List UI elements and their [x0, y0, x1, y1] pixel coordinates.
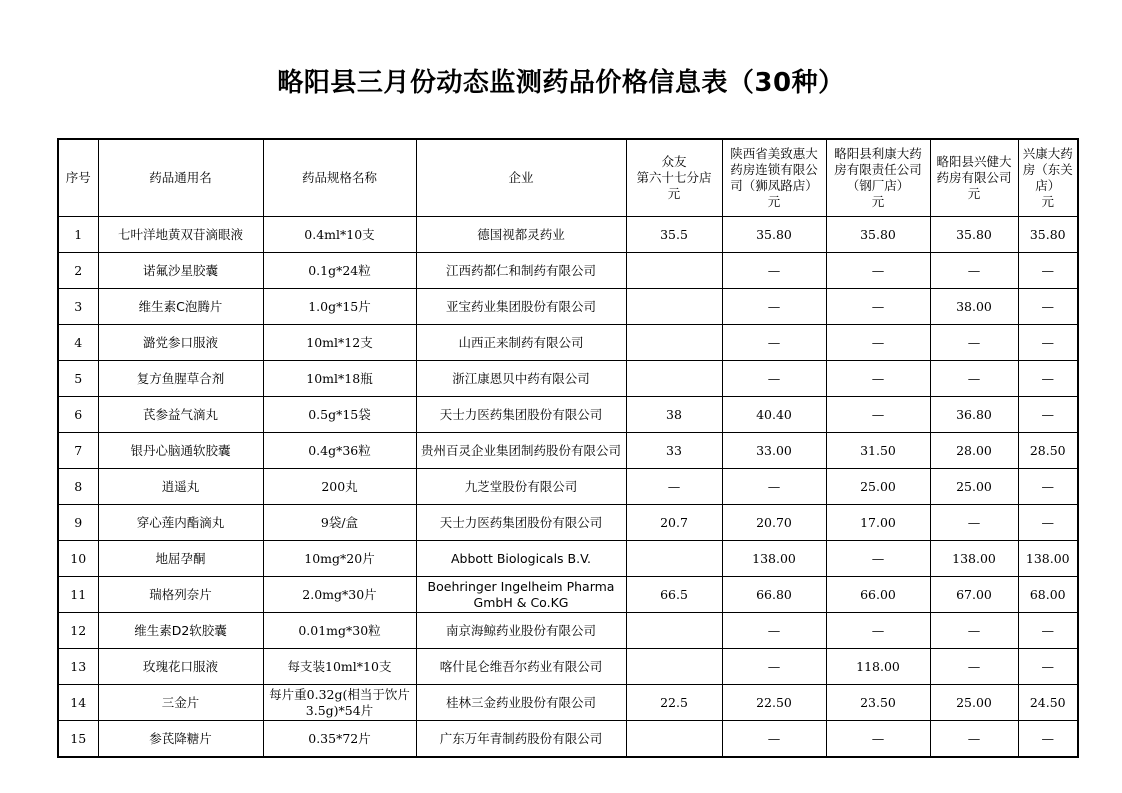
cell-price-xingkang: —	[1018, 397, 1078, 433]
table-row	[58, 685, 1078, 721]
cell-price-zhongyou: 20.7	[626, 505, 722, 541]
cell-index: 1	[58, 217, 98, 253]
cell-index: 12	[58, 613, 98, 649]
cell-price-xingjian: —	[930, 325, 1018, 361]
cell-drug-name: 芪参益气滴丸	[98, 397, 263, 433]
cell-company: 贵州百灵企业集团制药股份有限公司	[416, 433, 626, 469]
cell-index: 9	[58, 505, 98, 541]
cell-spec: 10ml*18瓶	[263, 361, 416, 397]
column-header-text: 众友	[661, 154, 687, 169]
cell-price-likang: 118.00	[826, 649, 930, 685]
column-header-text: 药品通用名	[149, 170, 212, 185]
cell-company: 德国视都灵药业	[416, 217, 626, 253]
column-header-text: 兴康大药房（东关店）	[1022, 146, 1073, 193]
cell-price-xingjian: 25.00	[930, 469, 1018, 505]
cell-company: 九芝堂股份有限公司	[416, 469, 626, 505]
cell-price-xingkang: 35.80	[1018, 217, 1078, 253]
cell-price-likang: 17.00	[826, 505, 930, 541]
cell-price-zhongyou	[626, 289, 722, 325]
cell-price-zhongyou: 22.5	[626, 685, 722, 721]
cell-price-xingkang: —	[1018, 325, 1078, 361]
cell-price-xingjian: —	[930, 649, 1018, 685]
table-row	[58, 541, 1078, 577]
cell-index: 2	[58, 253, 98, 289]
cell-price-zhongyou	[626, 541, 722, 577]
cell-price-likang: 66.00	[826, 577, 930, 613]
cell-price-xingkang: —	[1018, 721, 1078, 758]
cell-price-xingjian: —	[930, 253, 1018, 289]
cell-price-zhongyou	[626, 325, 722, 361]
cell-spec: 200丸	[263, 469, 416, 505]
cell-price-meizhihui: 22.50	[722, 685, 826, 721]
cell-drug-name: 三金片	[98, 685, 263, 721]
cell-price-zhongyou: 35.5	[626, 217, 722, 253]
column-header-text: 企业	[508, 170, 534, 185]
cell-price-meizhihui: 20.70	[722, 505, 826, 541]
cell-price-xingjian: —	[930, 721, 1018, 758]
price-table	[57, 138, 1079, 758]
cell-price-zhongyou: 66.5	[626, 577, 722, 613]
cell-price-xingjian: 35.80	[930, 217, 1018, 253]
cell-company: Boehringer Ingelheim Pharma GmbH & Co.KG	[416, 577, 626, 613]
table-row	[58, 577, 1078, 613]
cell-price-zhongyou	[626, 649, 722, 685]
cell-price-likang: 31.50	[826, 433, 930, 469]
cell-price-likang: —	[826, 325, 930, 361]
cell-index: 5	[58, 361, 98, 397]
cell-spec: 0.01mg*30粒	[263, 613, 416, 649]
cell-spec: 2.0mg*30片	[263, 577, 416, 613]
table-row	[58, 361, 1078, 397]
cell-price-likang: —	[826, 613, 930, 649]
cell-price-xingkang: —	[1018, 289, 1078, 325]
cell-price-xingkang: 28.50	[1018, 433, 1078, 469]
cell-index: 13	[58, 649, 98, 685]
table-row	[58, 505, 1078, 541]
cell-price-likang: —	[826, 361, 930, 397]
page-title: 略阳县三月份动态监测药品价格信息表（30种）	[277, 68, 845, 98]
cell-price-zhongyou	[626, 721, 722, 758]
column-header-text: 第六十七分店	[636, 170, 712, 185]
cell-price-xingkang: —	[1018, 613, 1078, 649]
cell-price-xingkang: —	[1018, 469, 1078, 505]
cell-price-xingjian: 36.80	[930, 397, 1018, 433]
cell-price-xingkang: 68.00	[1018, 577, 1078, 613]
cell-spec: 0.1g*24粒	[263, 253, 416, 289]
column-header-text: 陕西省美致惠大药房连锁有限公司（狮凤路店）	[730, 146, 818, 193]
table-row	[58, 649, 1078, 685]
column-header-store-zhongyou	[626, 139, 722, 217]
cell-company: 江西药都仁和制药有限公司	[416, 253, 626, 289]
column-header-text: 略阳县兴健大药房有限公司	[936, 154, 1012, 185]
cell-price-xingjian: —	[930, 613, 1018, 649]
cell-price-xingjian: —	[930, 361, 1018, 397]
cell-price-meizhihui: —	[722, 253, 826, 289]
column-header-text: 元	[967, 186, 981, 201]
cell-price-zhongyou	[626, 613, 722, 649]
column-header-text: 元	[767, 194, 781, 209]
cell-price-likang: —	[826, 253, 930, 289]
cell-drug-name: 参芪降糖片	[98, 721, 263, 758]
cell-drug-name: 维生素C泡腾片	[98, 289, 263, 325]
cell-drug-name: 银丹心脑通软胶囊	[98, 433, 263, 469]
cell-index: 6	[58, 397, 98, 433]
cell-spec: 0.5g*15袋	[263, 397, 416, 433]
cell-drug-name: 逍遥丸	[98, 469, 263, 505]
table-row	[58, 253, 1078, 289]
cell-spec: 9袋/盒	[263, 505, 416, 541]
cell-price-meizhihui: —	[722, 721, 826, 758]
column-header-store-xingjian	[930, 139, 1018, 217]
cell-drug-name: 复方鱼腥草合剂	[98, 361, 263, 397]
table-row	[58, 721, 1078, 758]
cell-index: 15	[58, 721, 98, 758]
column-header-text: 序号	[65, 170, 91, 185]
cell-price-xingjian: 138.00	[930, 541, 1018, 577]
table-body	[58, 217, 1078, 758]
table-row	[58, 217, 1078, 253]
cell-price-meizhihui: —	[722, 325, 826, 361]
column-header-text: 药品规格名称	[301, 170, 377, 185]
cell-index: 14	[58, 685, 98, 721]
cell-price-zhongyou	[626, 361, 722, 397]
cell-company: 浙江康恩贝中药有限公司	[416, 361, 626, 397]
cell-price-meizhihui: 33.00	[722, 433, 826, 469]
cell-company: Abbott Biologicals B.V.	[416, 541, 626, 577]
cell-company: 南京海鲸药业股份有限公司	[416, 613, 626, 649]
cell-price-zhongyou: —	[626, 469, 722, 505]
cell-company: 广东万年青制药股份有限公司	[416, 721, 626, 758]
cell-spec: 1.0g*15片	[263, 289, 416, 325]
column-header-store-likang	[826, 139, 930, 217]
cell-index: 8	[58, 469, 98, 505]
column-header-company	[416, 139, 626, 217]
cell-spec: 0.4ml*10支	[263, 217, 416, 253]
cell-price-meizhihui: 40.40	[722, 397, 826, 433]
cell-drug-name: 穿心莲内酯滴丸	[98, 505, 263, 541]
cell-price-zhongyou: 38	[626, 397, 722, 433]
cell-price-xingjian: 38.00	[930, 289, 1018, 325]
cell-price-meizhihui: 35.80	[722, 217, 826, 253]
cell-index: 10	[58, 541, 98, 577]
cell-drug-name: 地屈孕酮	[98, 541, 263, 577]
cell-spec: 0.35*72片	[263, 721, 416, 758]
cell-spec: 每片重0.32g(相当于饮片3.5g)*54片	[263, 685, 416, 721]
column-header-store-xingkang	[1018, 139, 1078, 217]
cell-price-zhongyou	[626, 253, 722, 289]
cell-price-meizhihui: 138.00	[722, 541, 826, 577]
table-row	[58, 469, 1078, 505]
column-header-drug-name	[98, 139, 263, 217]
column-header-text: 元	[667, 186, 681, 201]
cell-price-meizhihui: —	[722, 649, 826, 685]
cell-index: 4	[58, 325, 98, 361]
cell-company: 山西正来制药有限公司	[416, 325, 626, 361]
cell-price-xingjian: 25.00	[930, 685, 1018, 721]
cell-price-meizhihui: —	[722, 361, 826, 397]
cell-price-xingkang: —	[1018, 253, 1078, 289]
cell-spec: 0.4g*36粒	[263, 433, 416, 469]
cell-price-likang: —	[826, 541, 930, 577]
cell-price-xingjian: 28.00	[930, 433, 1018, 469]
cell-price-likang: 23.50	[826, 685, 930, 721]
cell-price-zhongyou: 33	[626, 433, 722, 469]
table-row	[58, 289, 1078, 325]
cell-company: 桂林三金药业股份有限公司	[416, 685, 626, 721]
table-row	[58, 325, 1078, 361]
cell-price-xingkang: 24.50	[1018, 685, 1078, 721]
cell-price-likang: —	[826, 289, 930, 325]
cell-company: 天士力医药集团股份有限公司	[416, 397, 626, 433]
column-header-store-meizhihui	[722, 139, 826, 217]
cell-drug-name: 瑞格列奈片	[98, 577, 263, 613]
column-header-spec	[263, 139, 416, 217]
column-header-text: 元	[871, 194, 885, 209]
cell-price-xingjian: 67.00	[930, 577, 1018, 613]
column-header-index	[58, 139, 98, 217]
cell-price-meizhihui: —	[722, 289, 826, 325]
cell-index: 7	[58, 433, 98, 469]
cell-index: 3	[58, 289, 98, 325]
cell-price-xingkang: 138.00	[1018, 541, 1078, 577]
cell-company: 亚宝药业集团股份有限公司	[416, 289, 626, 325]
table-header-row	[58, 139, 1078, 217]
cell-price-likang: 25.00	[826, 469, 930, 505]
cell-drug-name: 玫瑰花口服液	[98, 649, 263, 685]
column-header-text: 略阳县利康大药房有限责任公司（钢厂店）	[834, 146, 922, 193]
cell-price-xingkang: —	[1018, 505, 1078, 541]
table-row	[58, 433, 1078, 469]
cell-spec: 10ml*12支	[263, 325, 416, 361]
cell-price-meizhihui: 66.80	[722, 577, 826, 613]
cell-drug-name: 七叶洋地黄双苷滴眼液	[98, 217, 263, 253]
table-row	[58, 613, 1078, 649]
cell-spec: 10mg*20片	[263, 541, 416, 577]
cell-price-likang: —	[826, 397, 930, 433]
cell-price-xingjian: —	[930, 505, 1018, 541]
cell-index: 11	[58, 577, 98, 613]
cell-company: 天士力医药集团股份有限公司	[416, 505, 626, 541]
cell-price-xingkang: —	[1018, 361, 1078, 397]
cell-price-likang: 35.80	[826, 217, 930, 253]
cell-price-meizhihui: —	[722, 613, 826, 649]
cell-drug-name: 诺氟沙星胶囊	[98, 253, 263, 289]
cell-spec: 每支装10ml*10支	[263, 649, 416, 685]
cell-price-likang: —	[826, 721, 930, 758]
table-row	[58, 397, 1078, 433]
cell-drug-name: 维生素D2软胶囊	[98, 613, 263, 649]
column-header-text: 元	[1041, 194, 1054, 209]
cell-company: 喀什昆仑维吾尔药业有限公司	[416, 649, 626, 685]
cell-drug-name: 潞党参口服液	[98, 325, 263, 361]
cell-price-xingkang: —	[1018, 649, 1078, 685]
cell-price-meizhihui: —	[722, 469, 826, 505]
